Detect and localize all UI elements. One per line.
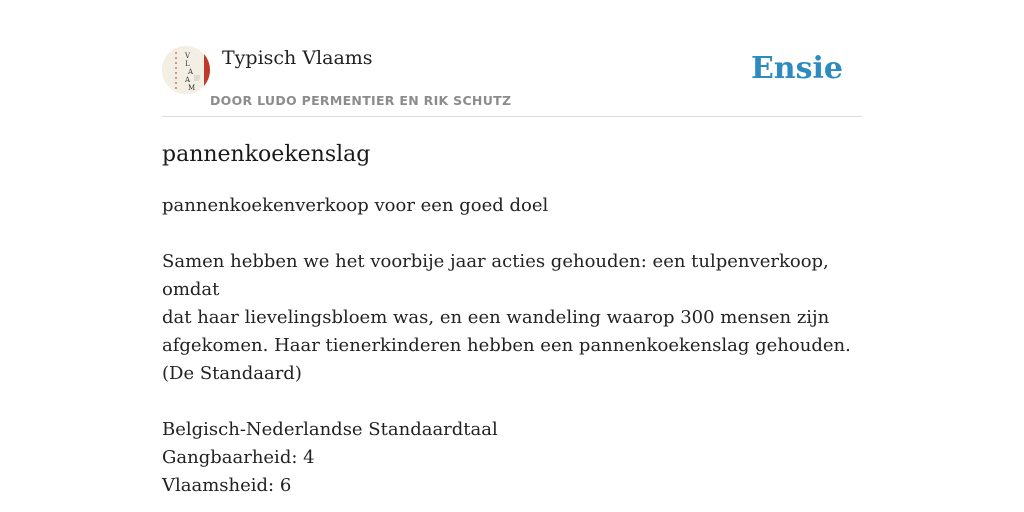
dictionary-title[interactable]: Typisch Vlaams [222,47,373,69]
ensie-logo-link[interactable]: Ensie [750,51,843,86]
dictionary-authors: DOOR LUDO PERMENTIER EN RIK SCHUTZ [210,93,512,108]
entry-word: pannenkoekenslag [162,142,371,167]
svg-text:A: A [185,76,191,84]
entry-language: Belgisch-Nederlandse Standaardtaal [162,419,498,440]
entry-gangbaarheid: Gangbaarheid: 4 [162,447,315,468]
example-line: Samen hebben we het voorbije jaar acties gehouden: een tulpenverkoop, omdat [162,251,829,300]
dictionary-header [162,0,862,117]
svg-text:V: V [185,52,191,60]
example-source: (De Standaard) [162,363,302,384]
svg-text:M: M [188,84,196,92]
entry-vlaamsheid: Vlaamsheid: 6 [162,475,292,496]
book-cover-icon [162,46,210,94]
dictionary-avatar[interactable] [162,46,210,94]
example-line: dat haar lievelingsbloem was, en een wandeling waarop 300 mensen zijn [162,307,830,328]
example-line: afgekomen. Haar tienerkinderen hebben een pannenkoekenslag gehouden. [162,335,851,356]
svg-text:L: L [185,60,190,68]
entry-definition: pannenkoekenverkoop voor een goed doel [162,195,549,216]
svg-text:A: A [188,68,194,76]
entry-card [162,0,862,512]
entry-body [162,192,862,500]
